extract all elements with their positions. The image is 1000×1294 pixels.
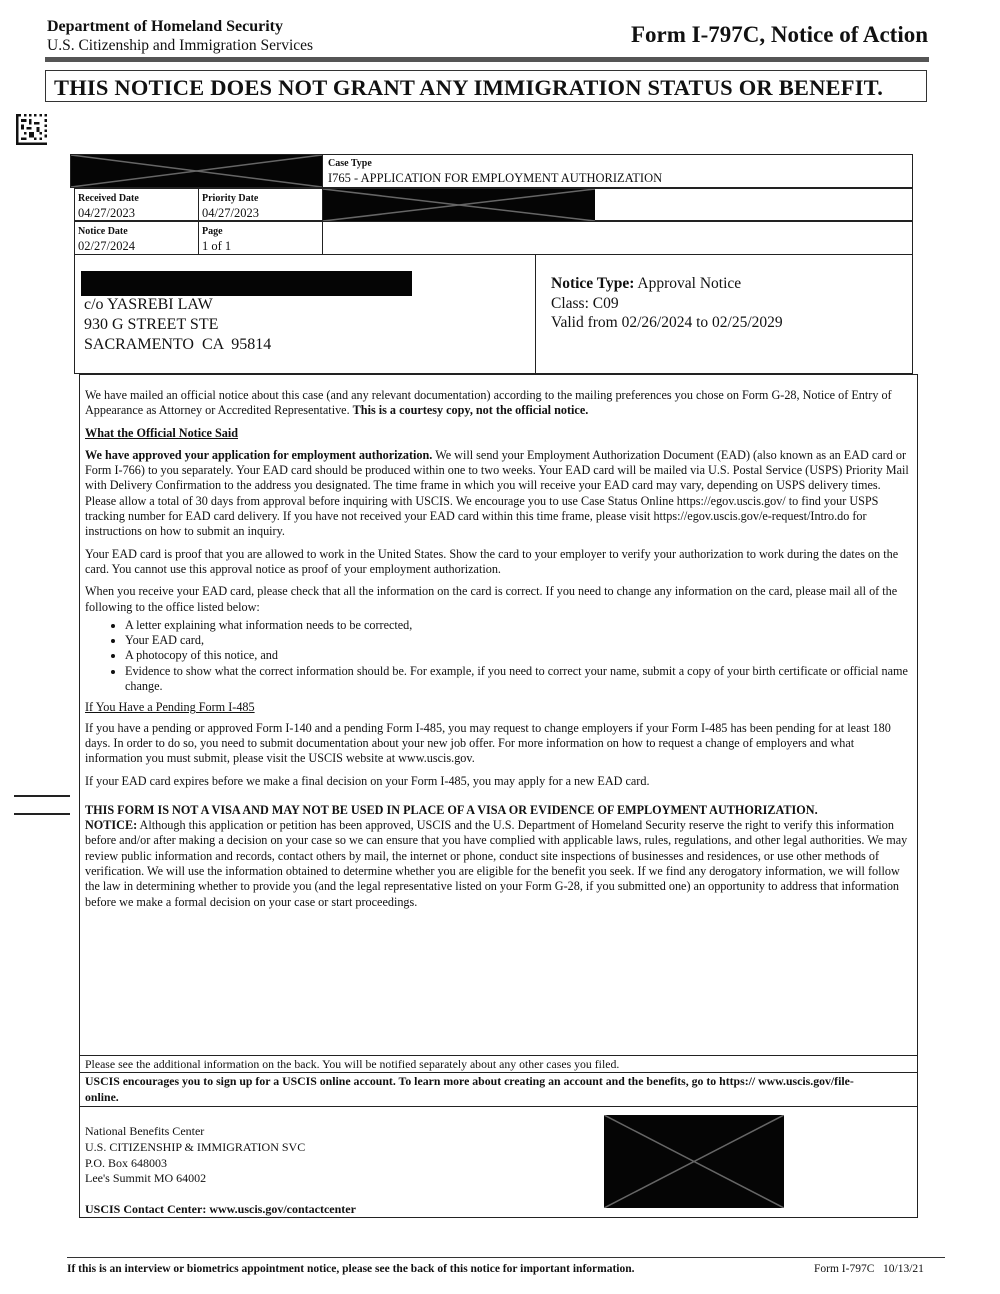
list-item: • Evidence to show what the correct information should be. For example, if you need to correct your name, submit a copy of your birth certificate or official name change. [125, 664, 913, 695]
redacted-beneficiary-name [323, 189, 595, 221]
department-name: Department of Homeland Security [47, 18, 283, 35]
redacted-recipient-name [81, 271, 412, 296]
notice-label: NOTICE: [85, 818, 138, 833]
intro-paragraph [85, 388, 913, 419]
address-line-3: SACRAMENTO CA 95814 [84, 336, 272, 353]
status-banner [45, 70, 927, 102]
divider [79, 1106, 918, 1107]
notice-type-value: Approval Notice [637, 275, 742, 292]
banner-text: THIS NOTICE DOES NOT GRANT ANY IMMIGRATION STATUS OR BENEFIT. [54, 75, 884, 100]
additional-info-text: Please see the additional information on the back. You will be notified separately about any other cases you filed. [85, 1057, 620, 1071]
footer-rule [67, 1257, 945, 1258]
list-item: • Your EAD card, [125, 633, 913, 648]
address-line-2: 930 G STREET STE [84, 316, 219, 333]
not-a-visa-warning: THIS FORM IS NOT A VISA AND MAY NOT BE USED IN PLACE OF A VISA OR EVIDENCE OF EMPLOYMENT AUTHORIZATION. [85, 802, 818, 817]
qr-code-icon [16, 114, 47, 145]
correction-list [85, 618, 913, 694]
margin-mark [14, 813, 70, 815]
office-address [85, 1124, 305, 1187]
i485-paragraph: If you have a pending or approved Form I-140 and a pending Form I-485, you may request to change employers if your Form I-485 has been pending for at least 180 days. In order to do so, you need to submit documentation about your new job offer. For more information on how to request a change of employers and what information you must submit, please visit the USCIS website at www.uscis.gov. [85, 720, 891, 766]
approval-statement: We have approved your application for employment authorization. [85, 447, 433, 462]
margin-mark [14, 795, 70, 797]
header-rule [45, 57, 929, 62]
priority-date-value: 04/27/2023 [202, 206, 259, 220]
page-value: 1 of 1 [202, 239, 232, 253]
list-item: • A letter explaining what information needs to be corrected, [125, 618, 913, 633]
priority-date-label: Priority Date [202, 193, 259, 204]
section-heading-notice: What the Official Notice Said [85, 425, 239, 440]
received-date-label: Received Date [78, 193, 139, 204]
approval-text: We will send your Employment Authorization Document (EAD) (also known as an EAD card or Form I-766) to you separately. Your EAD card should be produced within one to two weeks. Your EAD card will be mailed via U.S. Postal Service (USPS) Priority Mail with Delivery Confirmation to the address you designated. The time frame in which you will receive your EAD card may vary, depending on USPS delivery times. Please allow a total of 30 days from approval before inquiring with USCIS. We encourage you to use Case Status Online https://egov.uscis.gov/ to find your USPS tracking number for EAD card delivery. If you have not received your EAD card within this time frame, please visit https://egov.uscis.gov/e-request/Intro.do for instructions on how to submit an inquiry. [85, 447, 909, 539]
form-edition: Form I-797C 10/13/21 [814, 1263, 924, 1275]
divider [322, 154, 323, 188]
correction-paragraph: When you receive your EAD card, please check that all the information on the card is correct. If you need to change any information on the card, please mail all of the following to the office listed below: [85, 584, 898, 614]
form-title: Form I-797C, Notice of Action [630, 22, 928, 47]
courtesy-copy-text: This is a courtesy copy, not the official notice. [352, 403, 589, 418]
notice-text: Although this application or petition has been approved, USCIS and the U.S. Department of Homeland Security reserve the right to verify this information before and/or after making a decision on your case so we can ensure that you have complied with applicable laws, rules, regulations, and other legal authorities. We may review public information and records, contact others by mail, the internet or phone, conduct site inspections of businesses and residences, or use other methods of verification. We will use the information obtained to determine whether you are eligible for the benefit you seek. If we find any derogatory information, we will follow the law in determining whether to provide you (and the legal representative listed on your Form G-28, if you submitted one) an opportunity to address that information before we make a formal decision on your case or start proceedings. [85, 818, 908, 909]
notice-date-value: 02/27/2024 [78, 239, 135, 253]
redacted-receipt-number [71, 155, 322, 187]
office-line: U.S. CITIZENSHIP & IMMIGRATION SVC [85, 1139, 306, 1154]
notice-valid-dates: Valid from 02/26/2024 to 02/25/2029 [551, 314, 783, 331]
ead-expiry-paragraph: If your EAD card expires before we make a final decision on your Form I-485, you may apply for a new EAD card. [85, 773, 650, 788]
contact-center-text: USCIS Contact Center: www.uscis.gov/contactcenter [85, 1202, 356, 1216]
office-line: P.O. Box 648003 [85, 1155, 168, 1170]
notice-type [551, 274, 741, 294]
case-type-label: Case Type [328, 158, 372, 169]
case-type-value: I765 - APPLICATION FOR EMPLOYMENT AUTHORIZATION [328, 171, 663, 185]
legal-notice-paragraph [85, 803, 913, 910]
notice-class: Class: C09 [551, 295, 619, 312]
received-date-value: 04/27/2023 [78, 206, 135, 220]
section-heading-i485: If You Have a Pending Form I-485 [85, 700, 255, 715]
approval-paragraph [85, 448, 913, 540]
online-account-text: USCIS encourages you to sign up for a USCIS online account. To learn more about creating an account and the benefits, go to https:// www.uscis.gov/file-online. [85, 1074, 854, 1104]
address-line-1: c/o YASREBI LAW [84, 296, 213, 313]
intro-text: We have mailed an official notice about this case (and any relevant documentation) according to the mailing preferences you chose on Form G-28, Notice of Entry of Appearance as Attorney or Accredited Representative. [85, 388, 892, 418]
office-line: Lee's Summit MO 64002 [85, 1171, 207, 1186]
notice-date-label: Notice Date [78, 226, 128, 237]
redacted-barcode [604, 1115, 784, 1208]
footer-note: If this is an interview or biometrics appointment notice, please see the back of this notice for important information. [67, 1263, 635, 1275]
ead-proof-paragraph: Your EAD card is proof that you are allowed to work in the United States. Show the card to your employer to verify your authorization to work during the dates on the card. You cannot use this approval notice as proof of your employment authorization. [85, 546, 899, 576]
agency-name: U.S. Citizenship and Immigration Services [47, 37, 314, 54]
notice-type-label: Notice Type: [551, 275, 635, 292]
list-item: • A photocopy of this notice, and [125, 648, 913, 663]
page-label: Page [202, 226, 223, 237]
notice-date-row [74, 221, 913, 255]
office-line: National Benefits Center [85, 1124, 205, 1138]
notice-body [85, 388, 913, 910]
divider [535, 254, 536, 374]
